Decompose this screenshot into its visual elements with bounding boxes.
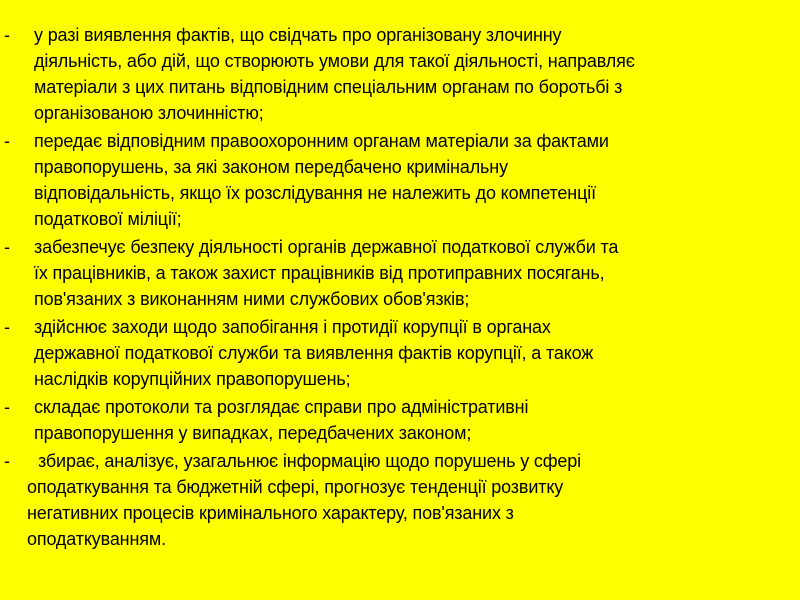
item-line: правопорушень, за які законом передбачено кримінальну bbox=[34, 157, 508, 177]
item-line: негативних процесів кримінального характеру, пов'язаних з bbox=[27, 503, 514, 523]
item-line: збирає, аналізує, узагальнює інформацію щодо порушень у сфері bbox=[38, 451, 581, 471]
item-line: організованою злочинністю; bbox=[34, 103, 264, 123]
item-line: оподаткуванням. bbox=[27, 529, 166, 549]
bullet-dash: - bbox=[4, 317, 10, 337]
item-line: правопорушення у випадках, передбачених законом; bbox=[34, 423, 472, 443]
bullet-dash: - bbox=[4, 237, 10, 257]
item-line: здійснює заходи щодо запобігання і протидії корупції в органах bbox=[34, 317, 551, 337]
item-line: оподаткування та бюджетній сфері, прогнозує тенденції розвитку bbox=[27, 477, 564, 497]
item-line: податкової міліції; bbox=[34, 209, 182, 229]
bullet-dash: - bbox=[4, 131, 10, 151]
bullet-dash: - bbox=[4, 397, 10, 417]
item-line: забезпечує безпеку діяльності органів державної податкової служби та bbox=[34, 237, 619, 257]
item-line: діяльність, або дій, що створюють умови для такої діяльності, направляє bbox=[34, 51, 635, 71]
item-line: наслідків корупційних правопорушень; bbox=[34, 369, 351, 389]
item-line: передає відповідним правоохоронним органам матеріали за фактами bbox=[34, 131, 609, 151]
item-line: їх працівників, а також захист працівників від протиправних посягань, bbox=[34, 263, 605, 283]
item-line: складає протоколи та розглядає справи про адміністративні bbox=[34, 397, 529, 417]
item-line: відповідальність, якщо їх розслідування не належить до компетенції bbox=[34, 183, 596, 203]
item-line: державної податкової служби та виявлення фактів корупції, а також bbox=[34, 343, 594, 363]
bullet-dash: - bbox=[4, 451, 10, 471]
bullet-dash: - bbox=[4, 25, 10, 45]
item-line: пов'язаних з виконанням ними службових обов'язків; bbox=[34, 289, 470, 309]
item-line: матеріали з цих питань відповідним спеціальним органам по боротьбі з bbox=[34, 77, 623, 97]
item-line: у разі виявлення фактів, що свідчать про організовану злочинну bbox=[34, 25, 562, 45]
